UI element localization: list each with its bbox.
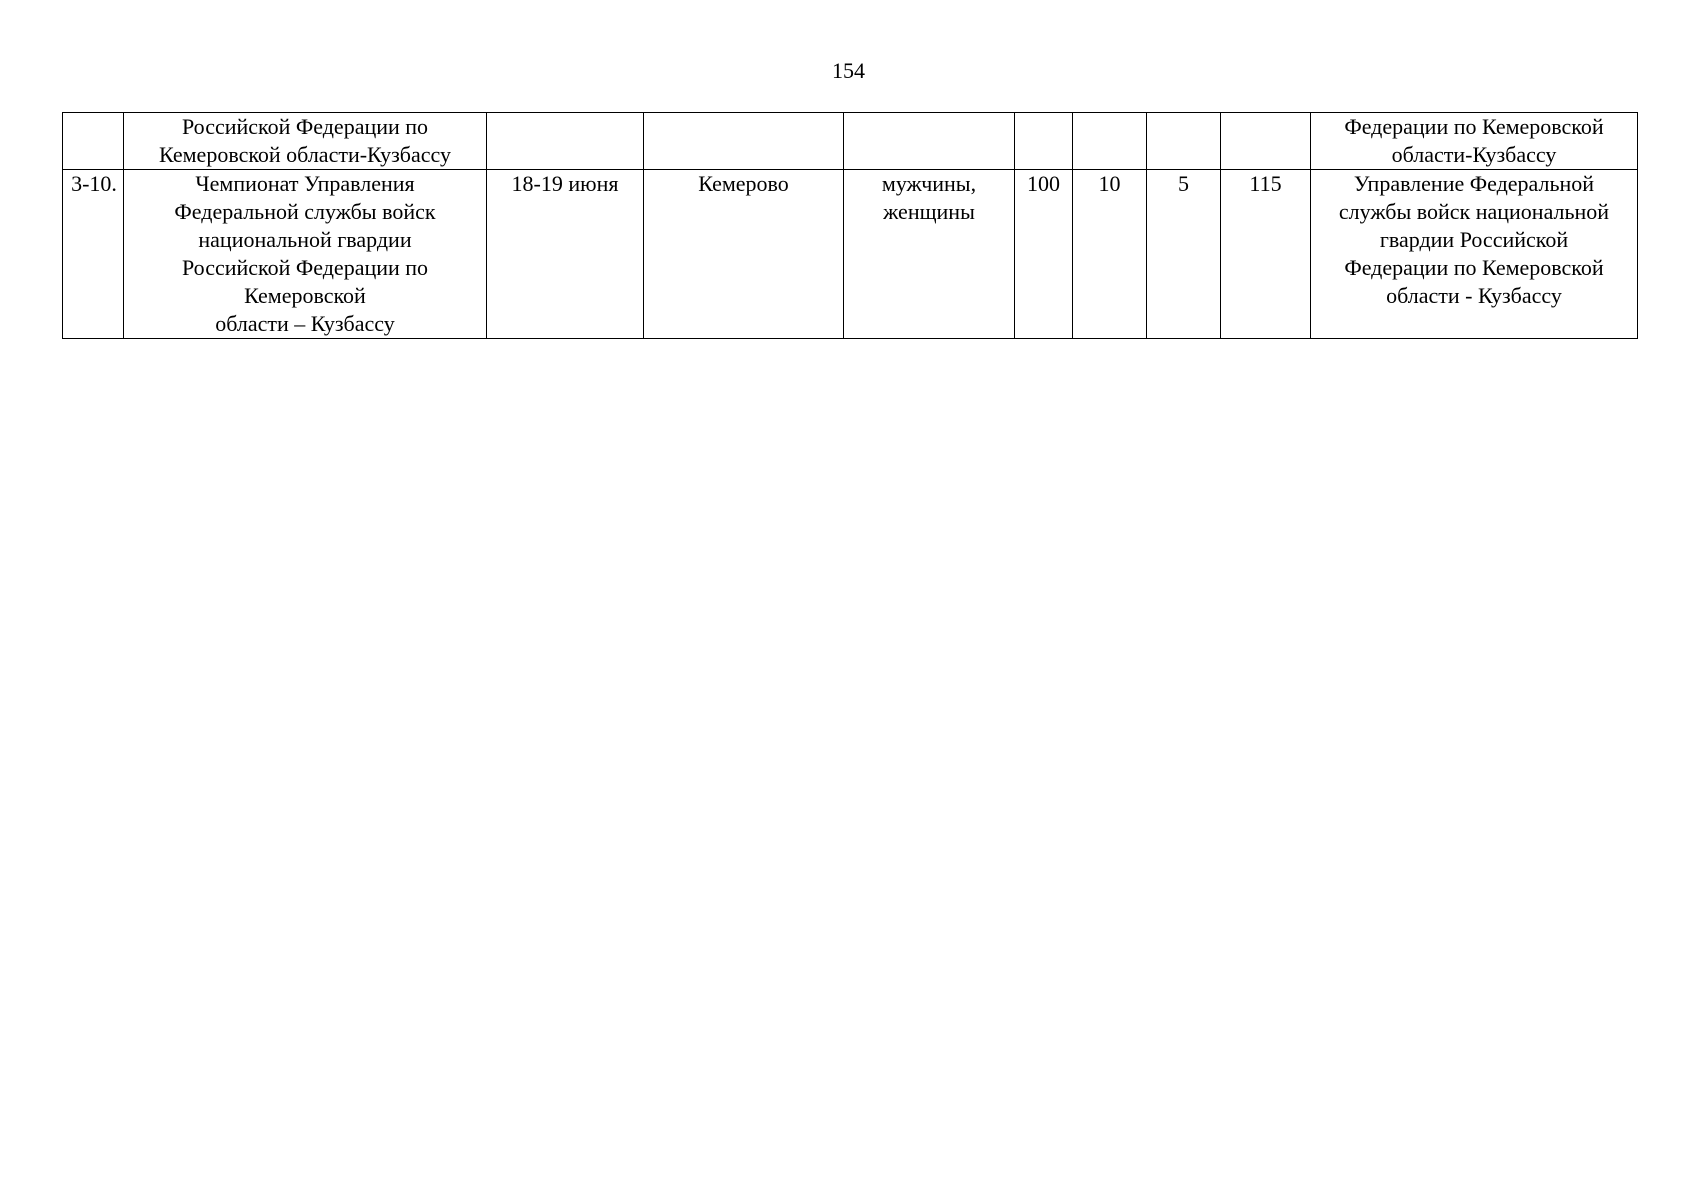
event-name-line: Российской Федерации по	[181, 114, 429, 139]
cell-count-total	[1221, 113, 1311, 170]
events-table	[62, 112, 1638, 339]
category-line: женщины	[883, 199, 975, 224]
cell-event-name	[124, 113, 487, 170]
cell-count-3	[1147, 113, 1221, 170]
page-number: 154	[832, 58, 865, 83]
cell-count-2: 10	[1073, 170, 1147, 339]
cell-count-3: 5	[1147, 170, 1221, 339]
event-name-line: области – Кузбассу	[215, 311, 395, 336]
organizer-line: области - Кузбассу	[1386, 283, 1562, 308]
cell-date	[487, 113, 644, 170]
event-name-line: Федеральной службы войск	[174, 199, 436, 224]
cell-category	[844, 170, 1015, 339]
event-name-line: национальной гвардии	[198, 227, 412, 252]
cell-category	[844, 113, 1015, 170]
cell-count-1	[1015, 113, 1073, 170]
organizer-line: Управление Федеральной	[1353, 171, 1595, 196]
organizer-line: службы войск национальной	[1338, 199, 1610, 224]
event-name-line: Российской Федерации по	[181, 255, 429, 280]
cell-number	[63, 113, 124, 170]
organizer-line: Федерации по Кемеровской	[1344, 255, 1604, 280]
event-name-line: Кемеровской области-Кузбассу	[159, 142, 451, 167]
cell-number: 3-10.	[63, 170, 124, 339]
table-row	[63, 113, 1638, 170]
organizer-line: гвардии Российской	[1379, 227, 1569, 252]
cell-date: 18-19 июня	[487, 170, 644, 339]
cell-count-total: 115	[1221, 170, 1311, 339]
cell-event-name	[124, 170, 487, 339]
table-row	[63, 170, 1638, 339]
cell-place: Кемерово	[644, 170, 844, 339]
cell-organizer	[1311, 113, 1638, 170]
cell-place	[644, 113, 844, 170]
event-name-line: Кемеровской	[244, 283, 366, 308]
cell-count-1: 100	[1015, 170, 1073, 339]
organizer-line: Федерации по Кемеровской	[1344, 114, 1604, 139]
category-line: мужчины,	[881, 171, 977, 196]
cell-organizer	[1311, 170, 1638, 339]
organizer-line: области-Кузбассу	[1391, 142, 1557, 167]
event-name-line: Чемпионат Управления	[195, 171, 415, 196]
cell-count-2	[1073, 113, 1147, 170]
